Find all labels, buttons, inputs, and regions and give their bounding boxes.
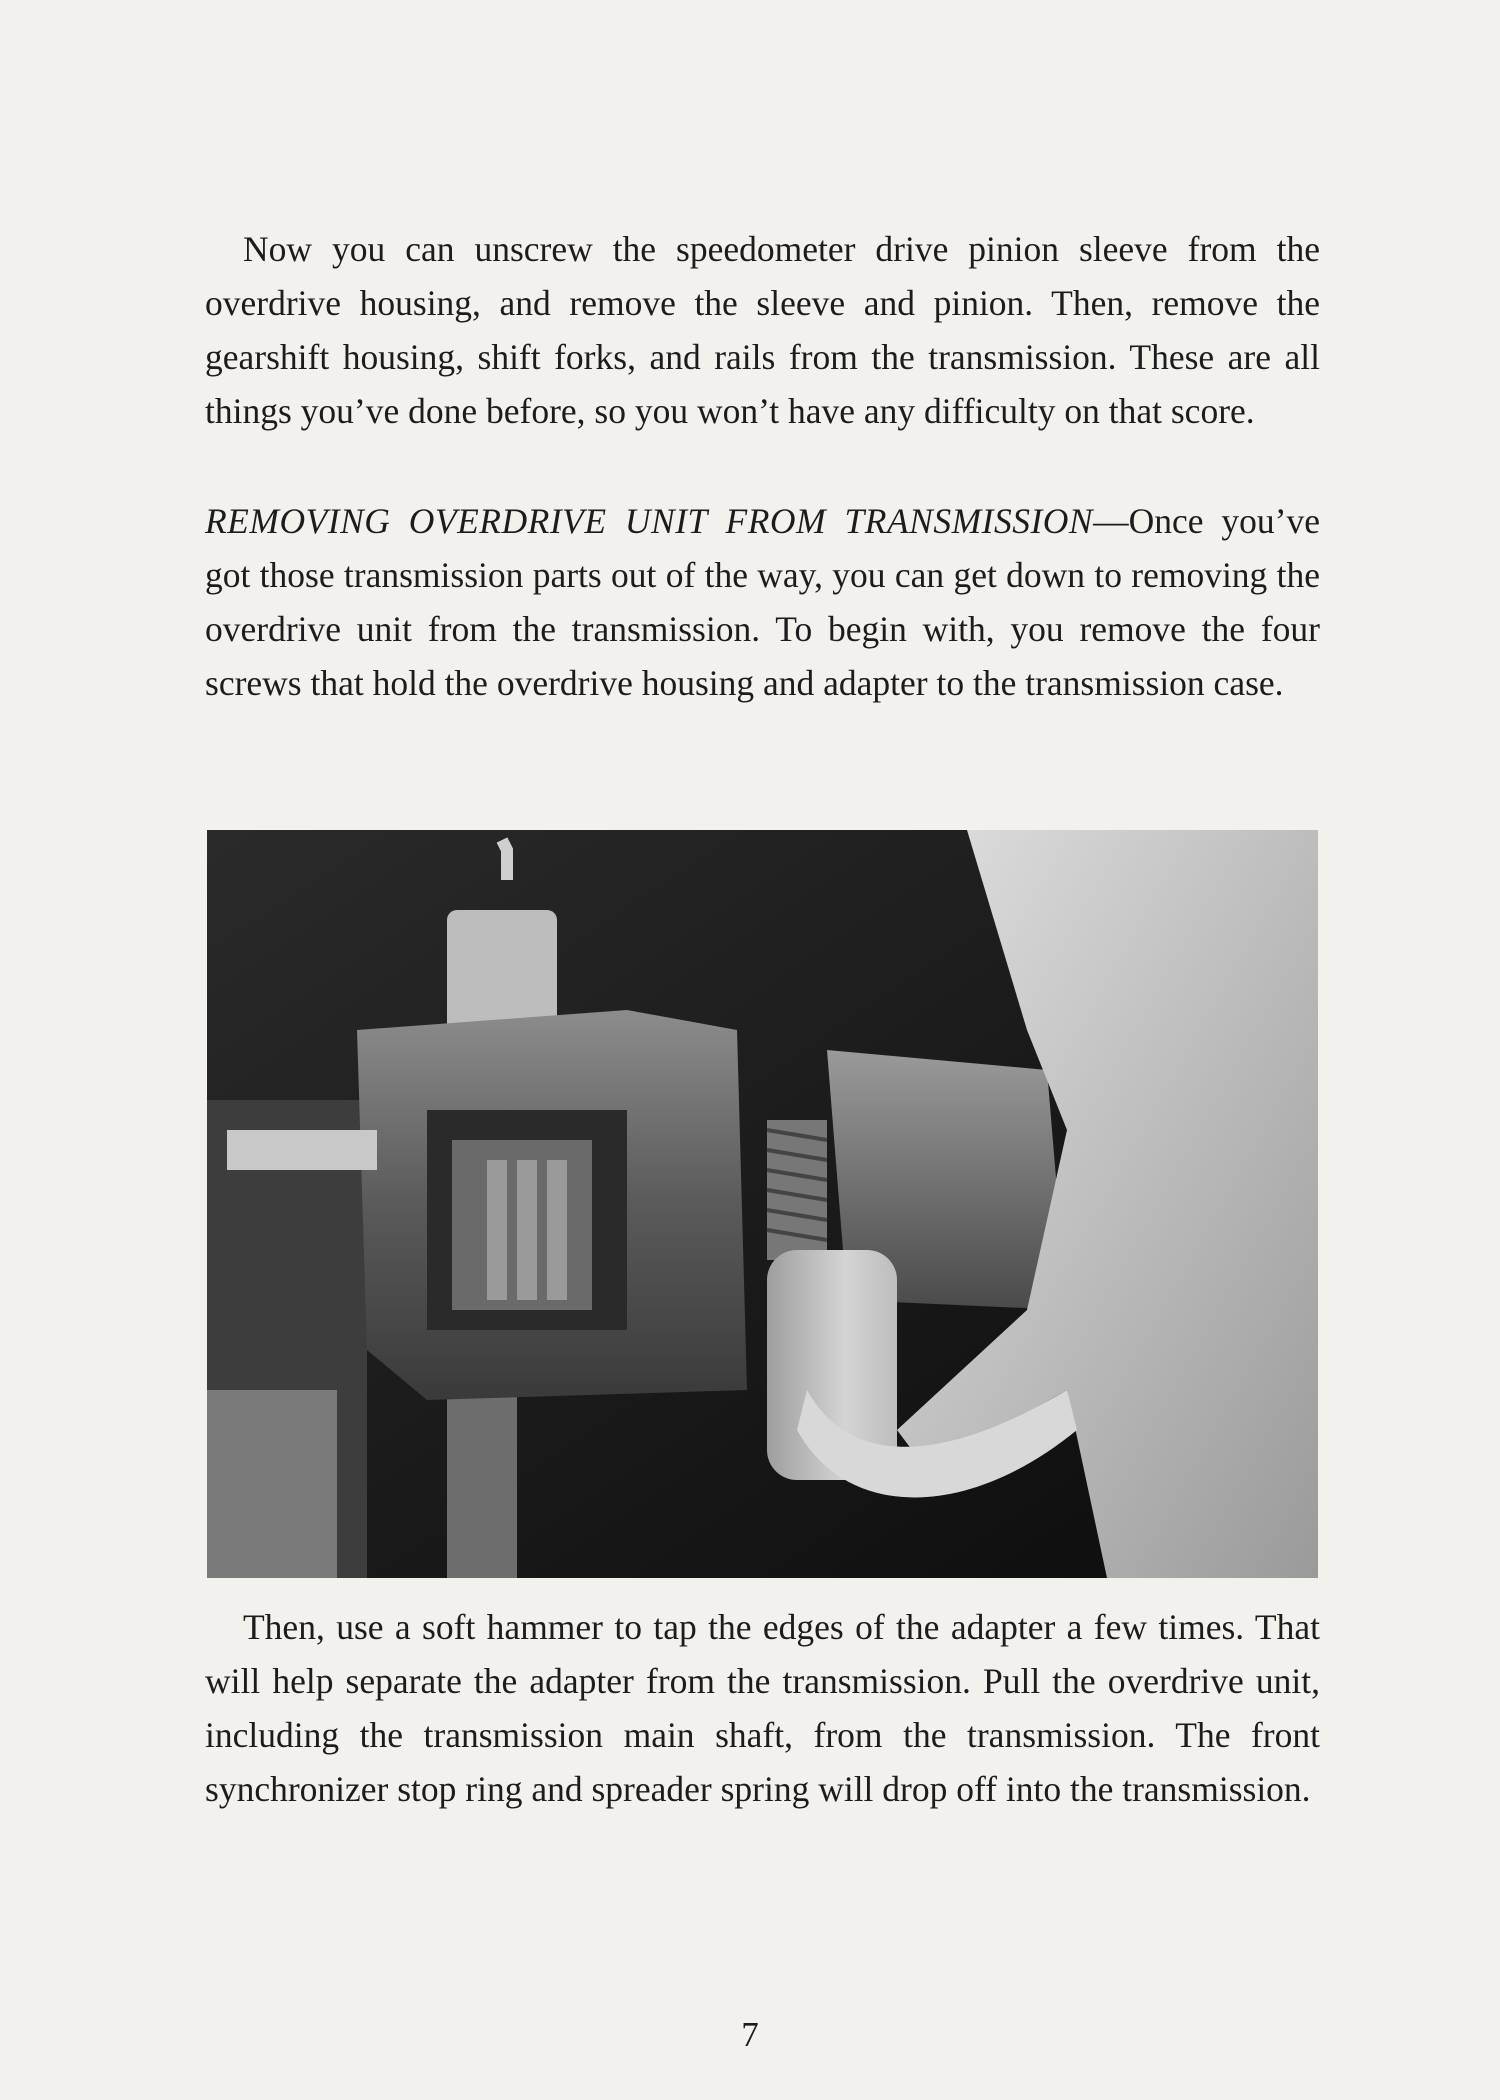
paragraph-removing-overdrive (205, 494, 1320, 710)
transmission-overdrive-photo (207, 830, 1318, 1578)
section-heading: REMOVING OVERDRIVE UNIT FROM TRANSMISSION (205, 501, 1094, 541)
paragraph-soft-hammer: Then, use a soft hammer to tap the edges of the adapter a few times. That will help separate the adapter from the transmission. Pull the overdrive unit, including the transmission main shaft, from the transmission. The front synchronizer stop ring and spreader spring will drop off into the transmission. (205, 1607, 1320, 1809)
page-number: 7 (741, 2015, 759, 2054)
paragraph-speedometer-sleeve: Now you can unscrew the speedometer drive pinion sleeve from the overdrive housing, and remove the sleeve and pinion. Then, remove the gearshift housing, shift forks, and rails from the transmission. These are all things you’ve done before, so you won’t have any difficulty on that score. (205, 229, 1320, 431)
paragraph-removing-overdrive-text: —Once you’ve got those transmission parts out of the way, you can get down to removing the overdrive unit from the transmission. To begin with, you remove the four screws that hold the overdrive housing and adapter to the transmission case. (205, 501, 1320, 703)
photo-illustration (207, 830, 1318, 1578)
